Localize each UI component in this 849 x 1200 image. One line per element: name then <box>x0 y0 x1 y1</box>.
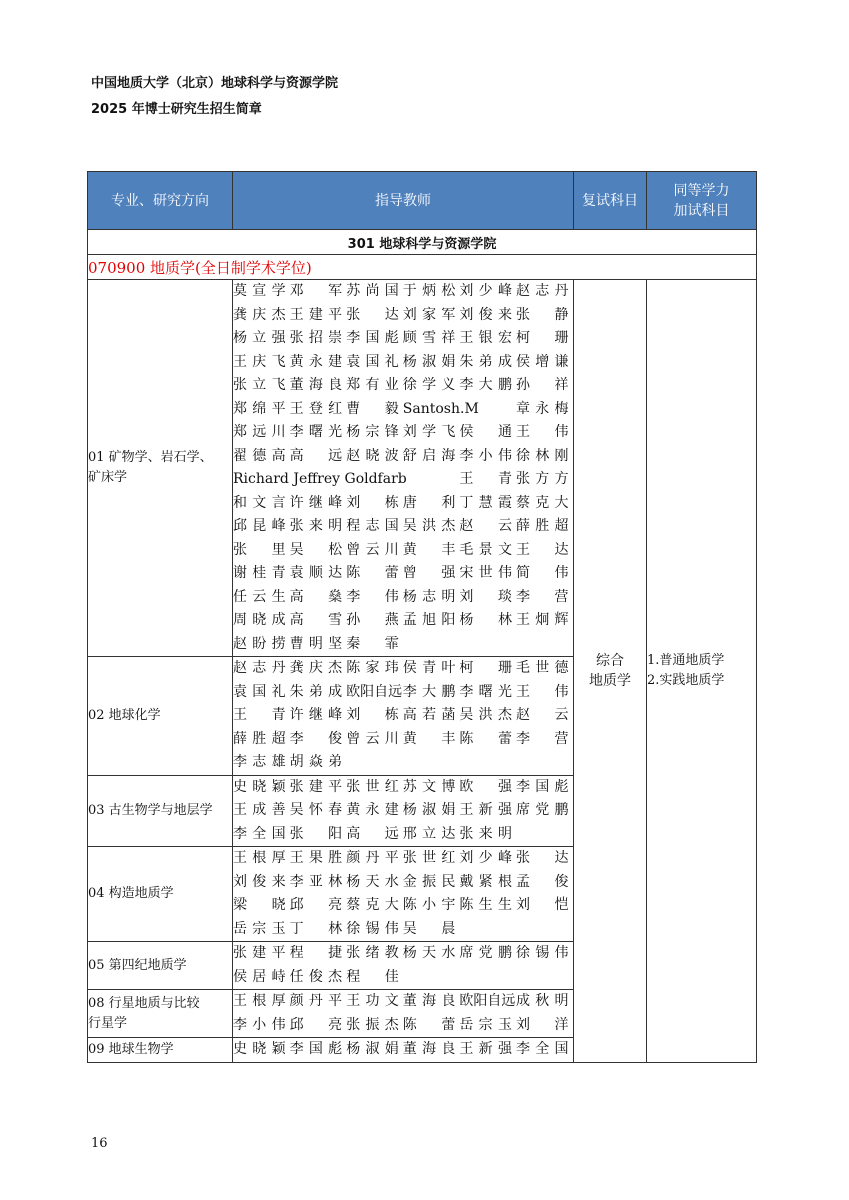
teacher-name: 史晓颖 <box>233 1041 286 1057</box>
teacher-name: 程志国 <box>346 518 399 534</box>
teacher-name: 袁国礼 <box>233 683 286 700</box>
teacher-name: 李营 <box>515 588 569 605</box>
teacher-name: 李国彪 <box>515 778 569 795</box>
teacher-name: 成秋明 <box>515 993 569 1009</box>
teacher-name: 王达 <box>515 541 569 558</box>
teacher-name: 杨淑娟 <box>346 1041 399 1057</box>
column-header-additional-subject: 同等学力 加试科目 <box>647 172 757 230</box>
teacher-name: 蔡克大 <box>515 494 569 511</box>
teacher-name: 刘恺 <box>515 897 569 913</box>
teacher-list <box>233 1038 574 1063</box>
teacher-name: Santosh.M <box>402 400 479 417</box>
teacher-name: 王功文 <box>346 993 399 1009</box>
teacher-name: 李营 <box>515 730 569 747</box>
teacher-name: 曾云川 <box>346 541 399 558</box>
teacher-name: 李俊 <box>289 730 343 747</box>
teacher-name: 龚庆杰 <box>289 660 343 676</box>
teacher-name: 李大鹏 <box>402 683 456 700</box>
teacher-name: 徐学义 <box>402 377 456 393</box>
teacher-name: 吴洪杰 <box>402 518 456 534</box>
teacher-name: 侯增谦 <box>515 353 569 370</box>
teacher-name: 陈小宇 <box>402 897 456 913</box>
teacher-name: 刘家军 <box>402 306 456 323</box>
teacher-name: 李国彪 <box>289 1041 343 1057</box>
teacher-name: 岳宗玉 <box>233 920 286 937</box>
teacher-name: 赵志丹 <box>515 283 569 299</box>
teacher-name: 张建平 <box>289 778 343 795</box>
teacher-name: 曾云川 <box>346 730 399 747</box>
teacher-name: 王果胜 <box>289 850 343 866</box>
teacher-name: 张静 <box>515 306 569 323</box>
teacher-name: 徐锡伟 <box>515 945 569 961</box>
teacher-name: 王银宏 <box>459 330 512 346</box>
teacher-name: 简伟 <box>515 565 569 581</box>
teacher-list <box>233 847 574 942</box>
teacher-name: 杨淑娟 <box>402 353 456 370</box>
teacher-name: 黄丰 <box>402 541 456 558</box>
teacher-name: 戴紧根 <box>459 873 512 890</box>
teacher-name: 陈蕾 <box>459 730 512 747</box>
teacher-name: 薛胜超 <box>233 730 286 747</box>
teacher-name: 王根厚 <box>233 993 286 1009</box>
teacher-name: 杨宗锋 <box>346 424 399 440</box>
page-number: 16 <box>91 1136 108 1151</box>
teacher-name: 杨淑娟 <box>402 802 456 818</box>
teacher-name: 刘栋 <box>346 494 399 511</box>
teacher-name: 许继峰 <box>289 494 343 511</box>
teacher-name: 岳宗玉 <box>459 1016 512 1033</box>
teacher-name: 吴晨 <box>402 920 456 937</box>
teacher-name: 孙祥 <box>515 377 569 393</box>
teacher-name: 李小伟 <box>459 447 512 464</box>
teacher-name: 张绪教 <box>346 945 399 961</box>
direction-row-01 <box>88 280 757 657</box>
teacher-name: 孟旭阳 <box>402 612 456 628</box>
direction-name: 08 行星地质与比较 行星学 <box>88 990 233 1038</box>
teacher-name: 王登红 <box>289 400 343 417</box>
additional-subjects: 1.普通地质学 2.实践地质学 <box>647 280 757 1063</box>
teacher-name: 胡焱弟 <box>289 754 343 770</box>
retest-subject: 综合 地质学 <box>574 280 647 1063</box>
teacher-name: 张来明 <box>289 518 343 534</box>
teacher-name: 黄丰 <box>402 730 456 747</box>
direction-name: 02 地球化学 <box>88 657 233 776</box>
teacher-list <box>233 942 574 990</box>
teacher-name: 曾强 <box>402 565 456 581</box>
teacher-name: 史晓颖 <box>233 778 286 795</box>
teacher-name: 陈家玮 <box>346 660 399 676</box>
teacher-name: 王根厚 <box>233 850 286 866</box>
teacher-name: 苏尚国 <box>346 283 399 299</box>
teacher-name: 董海良 <box>402 1041 456 1057</box>
teacher-name: 郑远川 <box>233 424 286 440</box>
teacher-name: 张方方 <box>515 471 569 487</box>
teacher-name: 王青 <box>233 707 286 723</box>
direction-name: 09 地球生物学 <box>88 1038 233 1063</box>
teacher-name: 周晓成 <box>233 612 286 628</box>
teacher-name: 柯珊 <box>459 660 512 676</box>
teacher-name: 赵云 <box>515 707 569 723</box>
teacher-name: 杨天水 <box>346 873 399 890</box>
teacher-name: 孙燕 <box>346 612 399 628</box>
teacher-name: 王炯辉 <box>515 612 569 628</box>
teacher-name: 邱昆峰 <box>233 518 286 534</box>
teacher-name: 张振杰 <box>346 1016 399 1033</box>
teacher-name: 秦霏 <box>346 635 399 652</box>
teacher-name: 刘学飞 <box>402 424 456 440</box>
column-header-supervisors: 指导教师 <box>233 172 574 230</box>
teacher-name: 欧强 <box>459 778 512 795</box>
teacher-name: 邓军 <box>289 283 343 299</box>
teacher-name: 于炳松 <box>402 283 456 299</box>
teacher-name: 颜丹平 <box>346 850 399 866</box>
teacher-name: 黄永建 <box>346 802 399 818</box>
teacher-name: 王建平 <box>289 306 343 323</box>
teacher-name: 高远 <box>289 447 343 464</box>
teacher-name: 陈生生 <box>459 897 512 913</box>
teacher-name: 董海良 <box>402 993 456 1009</box>
major-row <box>88 255 757 280</box>
document-header-institution: 中国地质大学（北京）地球科学与资源学院 <box>91 76 339 91</box>
teacher-name: 袁国礼 <box>346 353 399 370</box>
teacher-name: 李全国 <box>233 825 286 842</box>
teacher-name: 梁晓 <box>233 897 286 913</box>
teacher-name: 刘俊来 <box>233 873 286 890</box>
teacher-name: 侯通 <box>459 424 512 440</box>
teacher-name: 程佳 <box>346 968 399 985</box>
teacher-name: 黄永建 <box>289 353 343 370</box>
teacher-name: 朱弟成 <box>289 683 343 700</box>
teacher-name: 刘栋 <box>346 707 399 723</box>
teacher-name: 欧阳自远 <box>346 683 403 700</box>
teacher-name: 谢桂青 <box>233 565 286 581</box>
teacher-name: 席党鹏 <box>515 802 569 818</box>
teacher-name: 毛世德 <box>515 660 569 676</box>
direction-name: 04 构造地质学 <box>88 847 233 942</box>
teacher-name: 张达 <box>346 306 399 323</box>
teacher-name: 陈蕾 <box>402 1016 456 1033</box>
teacher-name: 程捷 <box>289 945 343 961</box>
column-header-retest-subject: 复试科目 <box>574 172 647 230</box>
teacher-name: 张招崇 <box>289 330 343 346</box>
teacher-name: 陈蕾 <box>346 565 399 581</box>
teacher-name: 董海良 <box>289 377 343 393</box>
teacher-name: 孟俊 <box>515 873 569 890</box>
teacher-name: 杨天水 <box>402 945 456 961</box>
teacher-name: 蔡克大 <box>346 897 399 913</box>
direction-name: 01 矿物学、岩石学、 矿床学 <box>88 280 233 657</box>
teacher-name: 曹毅 <box>346 400 399 417</box>
teacher-name: 刘少峰 <box>459 283 512 299</box>
major-name: 070900 地质学(全日制学术学位) <box>88 255 757 280</box>
teacher-name: 李亚林 <box>289 873 343 890</box>
direction-name: 03 古生物学与地层学 <box>88 775 233 847</box>
teacher-name: 许继峰 <box>289 707 343 723</box>
teacher-name: 赵晓波 <box>346 447 399 464</box>
teacher-name: 章永梅 <box>515 400 569 417</box>
teacher-name: 张世红 <box>402 850 456 866</box>
teacher-list <box>233 657 574 776</box>
teacher-name: 吴怀春 <box>289 802 343 818</box>
teacher-name: 颜丹平 <box>289 993 343 1009</box>
teacher-name: 朱弟成 <box>459 353 512 370</box>
teacher-name: 王青 <box>459 471 512 487</box>
teacher-name: 邱亮 <box>289 897 343 913</box>
teacher-name: 王新强 <box>459 802 512 818</box>
teacher-name: 高雪 <box>289 612 343 628</box>
teacher-name: 高远 <box>346 825 399 842</box>
teacher-list <box>233 280 574 657</box>
teacher-name: 莫宣学 <box>233 283 286 299</box>
teacher-name: 杨志明 <box>402 588 456 605</box>
teacher-name: 张里 <box>233 541 286 558</box>
teacher-name: 李小伟 <box>233 1016 286 1033</box>
teacher-name: 任云生 <box>233 588 286 605</box>
teacher-name: 李曙光 <box>289 424 343 440</box>
teacher-name: 张达 <box>515 850 569 866</box>
teacher-name: 张建平 <box>233 945 286 961</box>
teacher-name: 舒启海 <box>402 447 456 464</box>
teacher-name: 李全国 <box>515 1041 569 1057</box>
column-header-direction: 专业、研究方向 <box>88 172 233 230</box>
teacher-name: 张立飞 <box>233 377 286 393</box>
teacher-name: 任俊杰 <box>289 968 343 985</box>
teacher-name: 曹明坚 <box>289 635 343 652</box>
teacher-name: 王伟 <box>515 683 569 700</box>
teacher-name: 高若菡 <box>402 707 456 723</box>
teacher-name: 吴松 <box>289 541 343 558</box>
teacher-name: 李伟 <box>346 588 399 605</box>
teacher-name: 邢立达 <box>402 825 456 842</box>
admission-table <box>87 171 757 1063</box>
teacher-name: 杨立强 <box>233 330 286 346</box>
teacher-name: 薛胜超 <box>515 518 569 534</box>
teacher-name: Richard Jeffrey Goldfarb <box>233 471 407 487</box>
teacher-name: 邱亮 <box>289 1016 343 1033</box>
teacher-name: 翟德高 <box>233 447 286 464</box>
school-name: 301 地球科学与资源学院 <box>88 230 757 255</box>
teacher-name: 金振民 <box>402 873 456 890</box>
teacher-name: 欧阳自远 <box>459 993 516 1009</box>
teacher-name: 李国彪 <box>346 330 399 346</box>
teacher-name: 席党鹏 <box>459 945 512 961</box>
teacher-name: 宋世伟 <box>459 565 512 581</box>
teacher-name: 张来明 <box>459 825 512 842</box>
teacher-name: 袁顺达 <box>289 565 343 581</box>
teacher-name: 丁林 <box>289 920 343 937</box>
teacher-name: 郑有业 <box>346 377 399 393</box>
teacher-name: 刘俊来 <box>459 306 512 323</box>
teacher-name: 张阳 <box>289 825 343 842</box>
teacher-name: 张世红 <box>346 778 399 795</box>
teacher-name: 李曙光 <box>459 683 512 700</box>
teacher-name: 毛景文 <box>459 541 512 558</box>
teacher-name: 侯居峙 <box>233 968 286 985</box>
teacher-name: 吴洪杰 <box>459 707 512 723</box>
teacher-name: 和文言 <box>233 494 286 511</box>
teacher-name: 赵云 <box>459 518 512 534</box>
school-row <box>88 230 757 255</box>
teacher-name: 王庆飞 <box>233 353 286 370</box>
teacher-name: 王成善 <box>233 802 286 818</box>
teacher-name: 刘琰 <box>459 588 512 605</box>
teacher-name: 徐林刚 <box>515 447 569 464</box>
teacher-name: 赵盼捞 <box>233 635 286 652</box>
teacher-name: 顾雪祥 <box>402 330 456 346</box>
teacher-name: 丁慧霞 <box>459 494 512 511</box>
teacher-name: 王伟 <box>515 424 569 440</box>
teacher-name: 刘洋 <box>515 1016 569 1033</box>
teacher-list <box>233 990 574 1038</box>
teacher-name: 侯青叶 <box>402 660 456 676</box>
teacher-name: 唐利 <box>402 494 456 511</box>
teacher-name: 郑绵平 <box>233 400 286 417</box>
teacher-name: 刘少峰 <box>459 850 512 866</box>
teacher-name: 徐锡伟 <box>346 920 399 937</box>
teacher-name: 高燊 <box>289 588 343 605</box>
table-header-row <box>88 172 757 230</box>
teacher-name: 赵志丹 <box>233 660 286 676</box>
teacher-name: 李大鹏 <box>459 377 512 393</box>
document-header-title: 2025 年博士研究生招生简章 <box>91 102 262 117</box>
teacher-name: 杨林 <box>459 612 512 628</box>
teacher-name: 龚庆杰 <box>233 306 286 323</box>
teacher-name: 苏文博 <box>402 778 456 795</box>
teacher-name: 柯珊 <box>515 330 569 346</box>
teacher-name: 王新强 <box>459 1041 512 1057</box>
teacher-list <box>233 775 574 847</box>
direction-name: 05 第四纪地质学 <box>88 942 233 990</box>
teacher-name: 李志雄 <box>233 754 286 770</box>
